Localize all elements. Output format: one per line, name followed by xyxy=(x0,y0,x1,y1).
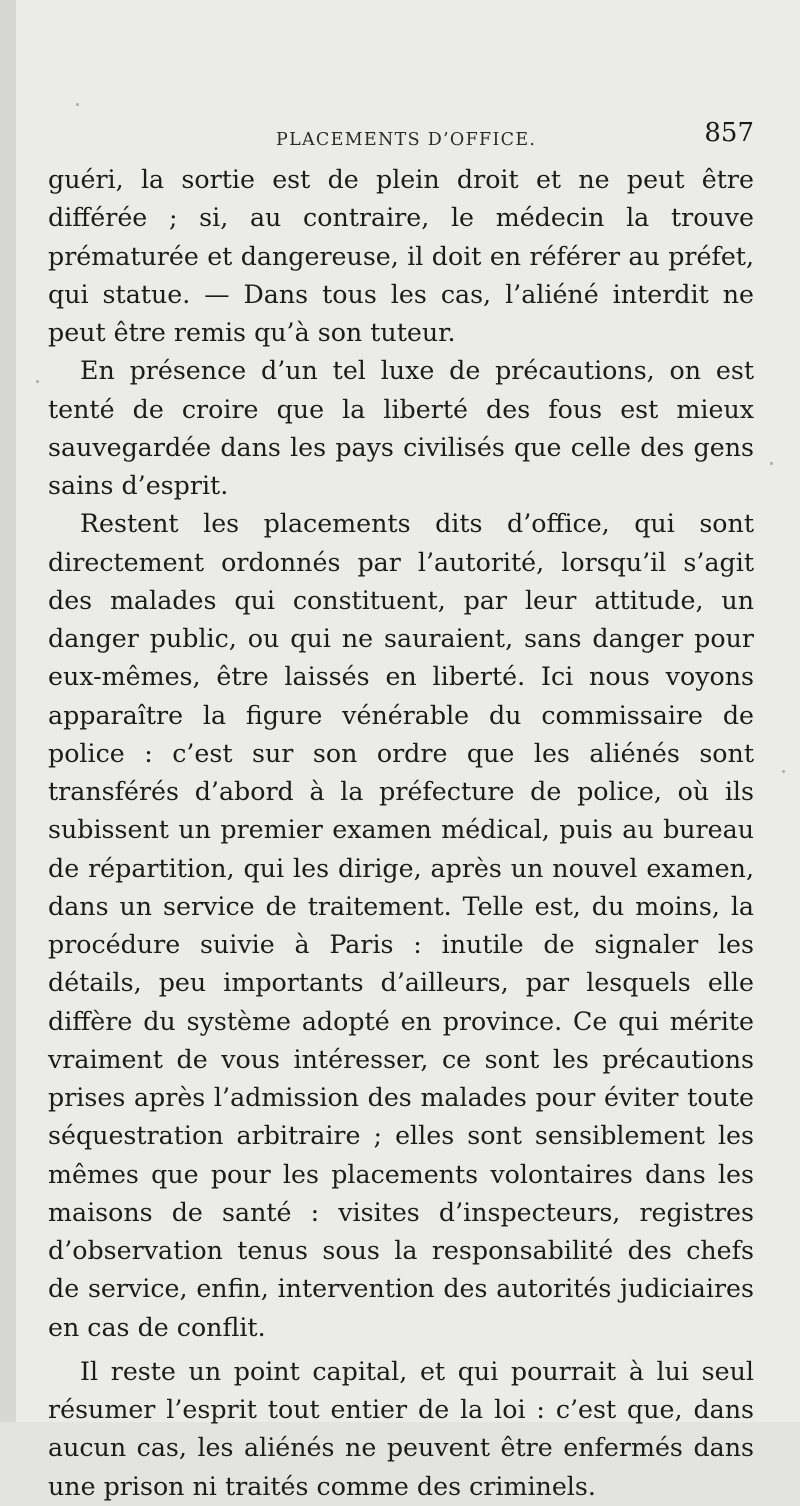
page-header xyxy=(48,116,754,156)
body-text xyxy=(48,161,754,1506)
running-head: PLACEMENTS D’OFFICE. xyxy=(276,130,537,150)
paper-speck xyxy=(782,770,785,773)
page-edge-shadow xyxy=(0,0,16,1422)
paragraph: En présence d’un tel luxe de précautions, on est tenté de croire que la liberté des fous est mieux sauvegardée dans les pays civilisés que celle des gens sains d’esprit. xyxy=(48,356,754,500)
paper-speck xyxy=(76,103,79,106)
paragraph-continued: guéri, la sortie est de plein droit et ne peut être différée ; si, au contraire, le médecin la trouve prématurée et dangereuse, il doit en référer au préfet, qui statue. — Dans tous les cas, l’aliéné interdit ne peut être remis qu’à son tuteur. xyxy=(48,165,754,347)
paper-speck xyxy=(36,380,39,383)
paragraph: Il reste un point capital, et qui pourrait à lui seul résumer l’esprit tout entier de la loi : c’est que, dans aucun cas, les aliénés ne peuvent être enfermés dans une prison ni traités comme des criminels. xyxy=(48,1356,754,1501)
paragraph: Restent les placements dits d’office, qui sont directement ordonnés par l’autorité, lorsqu’il s’agit des malades qui constituent, par leur attitude, un danger public, ou qui ne sauraient, sans danger pour eux-mêmes, être laissés en liberté. Ici nous voyons apparaître la figure vénérable du commissaire de police : c’est sur son ordre que les aliénés sont transférés d’abord à la préfecture de police, où ils subissent un premier examen médical, puis au bureau de répartition, qui les dirige, après un nouvel examen, dans un service de traitement. Telle est, du moins, la procédure suivie à Paris : inutile de signaler les détails, peu importants d’ailleurs, par lesquels elle diffère du système adopté en province. Ce qui mérite vraiment de vous intéresser, ce sont les précautions prises après l’admission des malades pour éviter toute séquestration arbitraire ; elles sont sensiblement les mêmes que pour les placements volontaires dans les maisons de santé : visites d’inspecteurs, registres d’observation tenus sous la responsabilité des chefs de service, enfin, intervention des autorités judiciaires en cas de conflit. xyxy=(48,509,754,1342)
paper-speck xyxy=(770,462,773,465)
page-number: 857 xyxy=(704,118,754,148)
